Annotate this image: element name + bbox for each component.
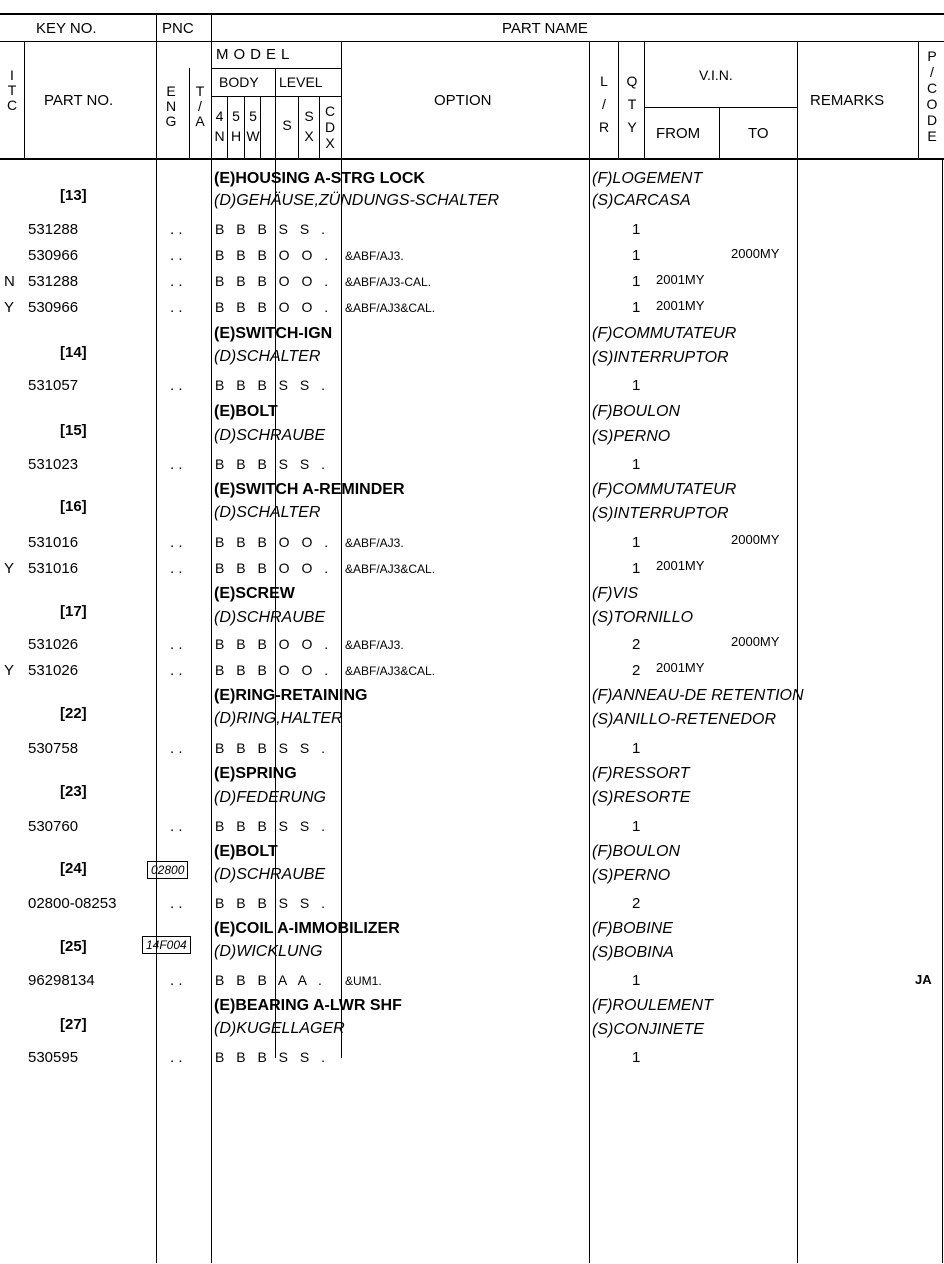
option-code: &ABF/AJ3&CAL. [345, 562, 436, 576]
vin-from: 2001MY [656, 558, 705, 573]
part-number: 531016 [28, 560, 79, 577]
part-name-fr: (F)VIS [592, 585, 639, 602]
quantity: 2 [632, 895, 641, 912]
vin-from: 2001MY [656, 660, 705, 675]
part-name-fr: (F)RESSORT [592, 765, 690, 782]
part-name-es: (S)ANILLO-RETENEDOR [592, 711, 777, 728]
pnc-code: 14F004 [142, 936, 191, 954]
eng-ta-codes: . . [170, 273, 183, 290]
header-itc: I T C [6, 67, 18, 113]
part-name-fr: (F)BOULON [592, 403, 680, 420]
quantity: 1 [632, 972, 641, 989]
part-name-fr: (F)BOULON [592, 843, 680, 860]
model-codes: B B B O O . [215, 299, 333, 315]
eng-ta-codes: . . [170, 895, 183, 912]
eng-ta-codes: . . [170, 299, 183, 316]
header-vin-to: TO [748, 125, 769, 142]
part-number: 531026 [28, 636, 79, 653]
eng-ta-codes: . . [170, 377, 183, 394]
part-name-en: (E)BEARING A-LWR SHF [214, 997, 402, 1014]
model-codes: B B B S S . [215, 377, 330, 393]
part-name-es: (S)TORNILLO [592, 609, 694, 626]
part-name-es: (S)BOBINA [592, 944, 674, 961]
itc-flag: N [4, 273, 15, 290]
part-name-de: (D)WICKLUNG [214, 943, 323, 960]
quantity: 1 [632, 221, 641, 238]
header-qty: Q T Y [626, 73, 638, 135]
key-number: [17] [60, 603, 87, 620]
header-vin: V.I.N. [699, 67, 733, 83]
vin-from: 2001MY [656, 298, 705, 313]
part-name-fr: (F)ANNEAU-DE RETENTION [592, 687, 804, 704]
eng-ta-codes: . . [170, 636, 183, 653]
part-number: 531016 [28, 534, 79, 551]
part-name-en: (E)COIL A-IMMOBILIZER [214, 920, 400, 937]
part-number: 530758 [28, 740, 79, 757]
part-name-en: (E)BOLT [214, 403, 278, 420]
header-body-4n: 4 N [214, 108, 225, 144]
key-number: [22] [60, 705, 87, 722]
part-name-fr: (F)ROULEMENT [592, 997, 713, 1014]
part-number: 02800-08253 [28, 895, 117, 912]
vin-to: 2000MY [731, 634, 780, 649]
model-codes: B B B O O . [215, 560, 333, 576]
key-number: [23] [60, 783, 87, 800]
model-codes: B B B O O . [215, 534, 333, 550]
key-number: [27] [60, 1016, 87, 1033]
model-codes: B B B O O . [215, 247, 333, 263]
quantity: 1 [632, 560, 641, 577]
model-codes: B B B S S . [215, 221, 330, 237]
itc-flag: Y [4, 560, 15, 577]
quantity: 1 [632, 534, 641, 551]
key-number: [16] [60, 498, 87, 515]
eng-ta-codes: . . [170, 534, 183, 551]
quantity: 1 [632, 299, 641, 316]
header-model: MODEL [216, 46, 295, 63]
option-code: &ABF/AJ3. [345, 249, 404, 263]
vin-from: 2001MY [656, 272, 705, 287]
part-name-fr: (F)LOGEMENT [592, 170, 703, 187]
part-name-de: (D)FEDERUNG [214, 789, 326, 806]
model-codes: B B B S S . [215, 895, 330, 911]
part-name-fr: (F)BOBINE [592, 920, 673, 937]
quantity: 1 [632, 1049, 641, 1066]
part-name-en: (E)HOUSING A-STRG LOCK [214, 170, 425, 187]
eng-ta-codes: . . [170, 560, 183, 577]
option-code: &UM1. [345, 974, 382, 988]
header-body-5w: 5 W [246, 108, 260, 144]
eng-ta-codes: . . [170, 740, 183, 757]
quantity: 1 [632, 456, 641, 473]
header-level-cdx: C D X [324, 103, 336, 151]
part-name-de: (D)SCHRAUBE [214, 866, 326, 883]
part-name-fr: (F)COMMUTATEUR [592, 325, 737, 342]
model-codes: B B B S S . [215, 740, 330, 756]
vin-to: 2000MY [731, 246, 780, 261]
part-name-de: (D)SCHALTER [214, 504, 321, 521]
quantity: 1 [632, 377, 641, 394]
part-name-en: (E)SCREW [214, 585, 295, 602]
quantity: 1 [632, 273, 641, 290]
model-codes: B B B O O . [215, 273, 333, 289]
part-name-es: (S)INTERRUPTOR [592, 349, 729, 366]
part-name-en: (E)SPRING [214, 765, 297, 782]
part-name-en: (E)RING-RETAINING [214, 687, 368, 704]
part-number: 531288 [28, 273, 79, 290]
part-name-en: (E)SWITCH-IGN [214, 325, 333, 342]
key-number: [24] [60, 860, 87, 877]
model-codes: B B B O O . [215, 636, 333, 652]
part-number: 530595 [28, 1049, 79, 1066]
header-ta: T / A [195, 83, 205, 129]
part-name-de: (D)KUGELLAGER [214, 1020, 345, 1037]
key-number: [25] [60, 938, 87, 955]
part-name-en: (E)SWITCH A-REMINDER [214, 481, 405, 498]
header-part-name: PART NAME [502, 20, 588, 37]
part-name-de: (D)SCHRAUBE [214, 427, 326, 444]
quantity: 1 [632, 818, 641, 835]
eng-ta-codes: . . [170, 972, 183, 989]
part-number: 531023 [28, 456, 79, 473]
option-code: &ABF/AJ3&CAL. [345, 301, 436, 315]
part-number: 531057 [28, 377, 79, 394]
header-part-no: PART NO. [44, 92, 114, 109]
quantity: 1 [632, 247, 641, 264]
model-codes: B B B A A . [215, 972, 326, 988]
eng-ta-codes: . . [170, 1049, 183, 1066]
header-body: BODY [219, 74, 259, 90]
header-key-no: KEY NO. [36, 20, 97, 37]
key-number: [14] [60, 344, 87, 361]
vin-to: 2000MY [731, 532, 780, 547]
key-number: [15] [60, 422, 87, 439]
eng-ta-codes: . . [170, 247, 183, 264]
part-name-en: (E)BOLT [214, 843, 278, 860]
model-codes: B B B O O . [215, 662, 333, 678]
quantity: 2 [632, 662, 641, 679]
option-code: &ABF/AJ3. [345, 638, 404, 652]
header-level-s: S [282, 117, 292, 133]
header-eng: E N G [165, 83, 177, 129]
part-name-de: (D)SCHRAUBE [214, 609, 326, 626]
part-number: 530966 [28, 299, 79, 316]
part-name-es: (S)RESORTE [592, 789, 691, 806]
header-option: OPTION [434, 92, 492, 109]
part-number: 530966 [28, 247, 79, 264]
header-pcode: P / C O D E [926, 48, 938, 144]
eng-ta-codes: . . [170, 662, 183, 679]
part-name-de: (D)GEHÄUSE,ZÜNDUNGS-SCHALTER [214, 192, 500, 209]
part-number: 530760 [28, 818, 79, 835]
part-name-es: (S)PERNO [592, 428, 671, 445]
pnc-code: 02800 [147, 861, 188, 879]
part-name-es: (S)CONJINETE [592, 1021, 704, 1038]
part-number: 531288 [28, 221, 79, 238]
quantity: 2 [632, 636, 641, 653]
part-name-de: (D)RING,HALTER [214, 710, 343, 727]
model-codes: B B B S S . [215, 456, 330, 472]
eng-ta-codes: . . [170, 456, 183, 473]
header-remarks: REMARKS [810, 92, 885, 109]
option-code: &ABF/AJ3&CAL. [345, 664, 436, 678]
header-level-sx: S X [304, 108, 314, 144]
key-number: [13] [60, 187, 87, 204]
part-number: 96298134 [28, 972, 95, 989]
part-name-es: (S)PERNO [592, 867, 671, 884]
option-code: &ABF/AJ3-CAL. [345, 275, 432, 289]
model-codes: B B B S S . [215, 818, 330, 834]
pcode-value: JA [915, 972, 932, 987]
part-name-de: (D)SCHALTER [214, 348, 321, 365]
header-vin-from: FROM [656, 125, 701, 142]
part-name-es: (S)INTERRUPTOR [592, 505, 729, 522]
header-lr: L / R [598, 73, 610, 135]
header-pnc: PNC [162, 20, 194, 37]
option-code: &ABF/AJ3. [345, 536, 404, 550]
quantity: 1 [632, 740, 641, 757]
itc-flag: Y [4, 299, 15, 316]
part-name-es: (S)CARCASA [592, 192, 691, 209]
part-number: 531026 [28, 662, 79, 679]
part-name-fr: (F)COMMUTATEUR [592, 481, 737, 498]
itc-flag: Y [4, 662, 15, 679]
eng-ta-codes: . . [170, 818, 183, 835]
header-level: LEVEL [279, 74, 323, 90]
header-body-5h: 5 H [230, 108, 242, 144]
eng-ta-codes: . . [170, 221, 183, 238]
model-codes: B B B S S . [215, 1049, 330, 1065]
